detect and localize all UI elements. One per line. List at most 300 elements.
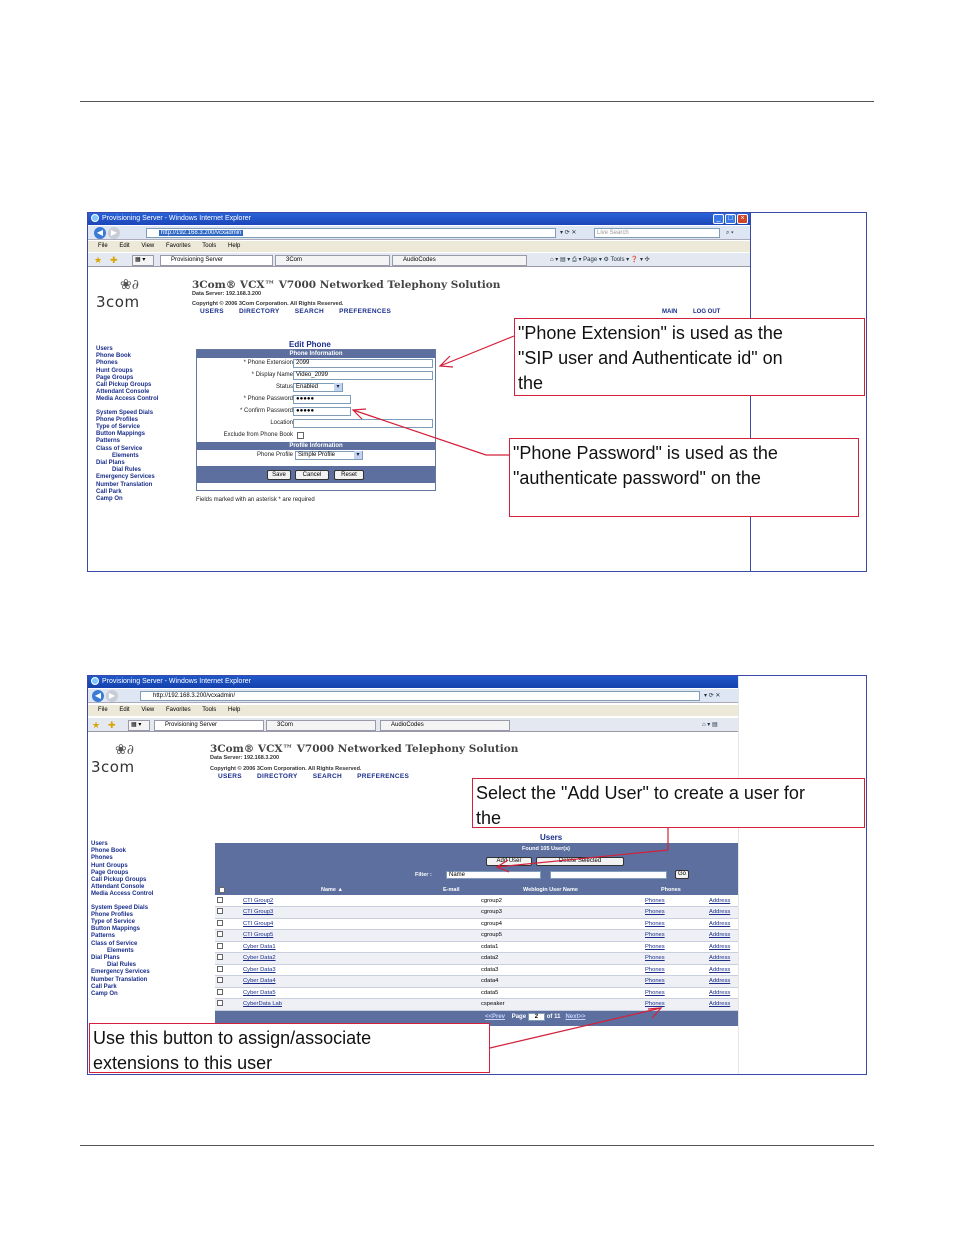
address-link[interactable]: Address [709, 955, 731, 962]
callout2-line1: "Phone Password" is used as the [513, 443, 778, 463]
ie-icon [91, 677, 99, 685]
phone-password-input[interactable]: ●●●●● [293, 395, 351, 404]
form-button-bar [197, 466, 435, 483]
weblogin-name: cdata2 [481, 955, 499, 962]
sidebar-item[interactable]: Elements [107, 947, 134, 954]
side-nav [91, 841, 153, 998]
table-cell [431, 964, 479, 976]
phones-link[interactable]: Phones [645, 1001, 665, 1008]
add-favorite-icon[interactable]: ✚ [110, 255, 118, 265]
tab-bar [88, 253, 750, 267]
sidebar-item[interactable]: Button Mappings [91, 926, 140, 933]
sidebar-item[interactable]: Phone Book [91, 848, 127, 855]
table-cell [643, 976, 707, 988]
nav-search[interactable]: SEARCH [294, 308, 324, 315]
table-cell [643, 895, 707, 907]
back-button[interactable]: ◀ [92, 690, 104, 702]
weblogin-name: cgroup4 [481, 920, 502, 927]
table-cell [241, 895, 431, 907]
sidebar-item[interactable]: Number Translation [96, 481, 153, 488]
col-phones[interactable]: Phones [661, 887, 681, 893]
table-row [215, 930, 738, 942]
table-cell [241, 953, 431, 965]
table-cell [643, 964, 707, 976]
row-checkbox[interactable] [217, 943, 223, 949]
menu-file[interactable]: File [98, 243, 108, 249]
table-cell [431, 930, 479, 942]
row-checkbox[interactable] [217, 977, 223, 983]
tab-audiocodes[interactable]: AudioCodes [392, 255, 527, 266]
table-cell [707, 930, 738, 942]
nav-logout[interactable]: LOG OUT [693, 309, 721, 315]
nav-search[interactable]: SEARCH [312, 773, 342, 780]
table-cell [479, 895, 643, 907]
address-bar [88, 689, 738, 703]
logo-wordmark: 3com [91, 758, 135, 776]
side-nav [96, 346, 158, 503]
address-link[interactable]: Address [709, 920, 731, 927]
forward-button[interactable]: ▶ [106, 690, 118, 702]
window-title: Provisioning Server - Windows Internet Explorer [102, 678, 252, 685]
weblogin-name: cdata5 [481, 989, 499, 996]
table-cell [643, 953, 707, 965]
nav-preferences[interactable]: PREFERENCES [339, 308, 392, 315]
row-checkbox[interactable] [217, 897, 223, 903]
address-bar [88, 226, 750, 240]
url-field[interactable]: http://192.168.3.200/vcxadmin/ [140, 691, 700, 701]
sidebar-item[interactable]: Dial Rules [112, 467, 142, 474]
sidebar-item[interactable]: Attendant Console [91, 884, 145, 891]
weblogin-name: cdata1 [481, 943, 499, 950]
page-of: of 11 [546, 1014, 561, 1020]
table-cell [241, 918, 431, 930]
sidebar-item[interactable]: Users [96, 346, 113, 352]
table-cell [215, 941, 241, 953]
label-confirm-password: * Confirm Password [239, 408, 293, 414]
back-button[interactable]: ◀ [94, 227, 106, 239]
profile-info-header: Profile Information [197, 442, 435, 450]
sidebar-item[interactable]: Emergency Services [91, 969, 150, 976]
app-title: 3Com® VCX™ V7000 Networked Telephony Solution [192, 279, 501, 291]
sidebar-item[interactable]: Users [91, 841, 108, 847]
minimize-button[interactable]: _ [713, 214, 724, 224]
table-cell [431, 953, 479, 965]
menu-tools[interactable]: Tools [202, 707, 217, 713]
go-button[interactable]: Go [675, 870, 689, 879]
user-name-link[interactable]: Cyber Data2 [243, 955, 276, 962]
sidebar-item[interactable]: Phone Profiles [91, 911, 134, 918]
user-name-link[interactable]: Cyber Data4 [243, 978, 276, 985]
menu-favorites[interactable]: Favorites [165, 243, 191, 249]
table-cell [431, 976, 479, 988]
search-icon[interactable]: ⌕ ▾ [726, 230, 734, 236]
address-link[interactable]: Address [709, 989, 731, 996]
callout3-line1: Select the "Add User" to create a user for [476, 783, 805, 803]
sidebar-item[interactable]: Patterns [91, 933, 116, 940]
ie-icon [91, 214, 99, 222]
row-checkbox[interactable] [217, 920, 223, 926]
menu-edit[interactable]: Edit [119, 707, 130, 713]
sidebar-item[interactable]: Call Park [91, 983, 117, 990]
table-cell [215, 976, 241, 988]
add-favorite-icon[interactable]: ✚ [108, 720, 116, 730]
select-all-checkbox[interactable] [219, 887, 225, 893]
table-cell [707, 987, 738, 999]
table-cell [643, 930, 707, 942]
sidebar-item[interactable]: Class of Service [96, 445, 143, 452]
table-cell [431, 941, 479, 953]
cancel-button[interactable]: Cancel [295, 470, 329, 480]
table-cell [241, 964, 431, 976]
tab-3com[interactable]: 3Com [275, 255, 390, 266]
table-row [215, 895, 738, 907]
nav-users[interactable]: USERS [200, 308, 224, 315]
sidebar-item[interactable]: Call Park [96, 488, 122, 495]
address-link[interactable]: Address [709, 897, 731, 904]
status-select[interactable]: Enabled ▾ [293, 383, 343, 392]
table-cell [241, 930, 431, 942]
prev-link[interactable]: <<Prev [485, 1014, 506, 1020]
phones-link[interactable]: Phones [645, 989, 665, 996]
refresh-stop-icons[interactable]: ▾ ⟳ ✕ [704, 693, 721, 699]
data-server: Data Server: 192.168.3.200 [192, 291, 262, 297]
sidebar-item[interactable]: System Speed Dials [96, 409, 154, 416]
table-cell [215, 930, 241, 942]
top-nav [218, 773, 422, 780]
filter-select[interactable]: Name [446, 871, 541, 879]
pager [485, 1014, 585, 1020]
row-checkbox[interactable] [217, 989, 223, 995]
screenshot-users [87, 675, 867, 1075]
sidebar-item[interactable]: Hunt Groups [96, 367, 133, 374]
callout-phones-button [89, 1023, 490, 1073]
menu-bar [88, 241, 750, 252]
menu-bar [88, 705, 738, 716]
tab-bar [88, 718, 738, 732]
3com-swirl-icon: ❀∂ [120, 277, 139, 293]
table-cell [479, 987, 643, 999]
phones-link[interactable]: Phones [645, 932, 665, 939]
3com-logo [91, 742, 135, 776]
address-link[interactable]: Address [709, 909, 731, 916]
phone-info-header: Phone Information [197, 350, 435, 358]
users-table-header [215, 886, 738, 895]
label-status: Status [275, 384, 293, 390]
menu-help[interactable]: Help [227, 707, 241, 713]
callout3-line2: the [476, 808, 502, 828]
window-titlebar [88, 676, 738, 688]
table-cell [479, 907, 643, 919]
menu-tools[interactable]: Tools [202, 243, 217, 249]
table-row [215, 987, 738, 999]
copyright: Copyright © 2006 3Com Corporation. All Rights Reserved. [210, 766, 362, 772]
top-nav [200, 308, 404, 315]
right-nav [648, 309, 720, 315]
favorites-star-icon[interactable]: ★ [92, 720, 101, 730]
sidebar-item[interactable]: Dial Plans [91, 955, 120, 962]
table-row [215, 953, 738, 965]
weblogin-name: cspeaker [481, 1001, 505, 1008]
phones-link[interactable]: Phones [645, 920, 665, 927]
table-cell [215, 907, 241, 919]
tab-3com[interactable]: 3Com [266, 720, 376, 731]
next-link[interactable]: Next>> [565, 1014, 586, 1020]
table-cell [215, 895, 241, 907]
address-link[interactable]: Address [709, 1001, 731, 1008]
confirm-password-input[interactable]: ●●●●● [293, 407, 351, 416]
table-cell [707, 964, 738, 976]
found-count: Found 105 User(s) [522, 846, 570, 852]
sidebar-item[interactable]: Class of Service [91, 940, 138, 947]
row-checkbox[interactable] [217, 1000, 223, 1006]
table-cell [215, 999, 241, 1011]
sidebar-item[interactable]: Camp On [91, 991, 118, 998]
table-cell [241, 999, 431, 1011]
table-cell [479, 976, 643, 988]
filter-label: Filter : [415, 872, 432, 878]
table-cell [215, 964, 241, 976]
table-cell [643, 941, 707, 953]
user-name-link[interactable]: Cyber Data1 [243, 943, 276, 950]
table-cell [707, 976, 738, 988]
phones-link[interactable]: Phones [645, 909, 665, 916]
phones-link[interactable]: Phones [645, 897, 665, 904]
col-name[interactable]: Name ▲ [321, 887, 343, 893]
tab-provisioning-server[interactable]: Provisioning Server [154, 720, 264, 731]
tab-provisioning-server[interactable]: Provisioning Server [160, 255, 273, 266]
sidebar-item[interactable]: Type of Service [91, 919, 135, 926]
sidebar-item[interactable]: System Speed Dials [91, 904, 149, 911]
table-cell [431, 987, 479, 999]
table-cell [431, 918, 479, 930]
edit-phone-form [196, 349, 436, 491]
3com-swirl-icon: ❀∂ [115, 742, 134, 758]
sidebar-item[interactable]: Dial Rules [107, 962, 137, 969]
col-weblogin[interactable]: Weblogin User Name [523, 887, 578, 893]
sidebar-item[interactable]: Attendant Console [96, 389, 150, 396]
users-table [215, 895, 738, 1011]
search-input[interactable]: Live Search [594, 228, 720, 238]
close-button[interactable]: × [737, 214, 748, 224]
logo-wordmark: 3com [96, 293, 140, 311]
user-name-link[interactable]: CTI Group4 [243, 920, 274, 927]
window-title: Provisioning Server - Windows Internet Explorer [102, 215, 252, 222]
required-note: Fields marked with an asterisk * are required [196, 497, 315, 503]
page-label: Page [511, 1014, 527, 1020]
label-phone-profile: Phone Profile [256, 452, 293, 458]
table-cell [431, 999, 479, 1011]
tab-quick-tabs[interactable]: ▦ ▾ [128, 720, 150, 731]
sidebar-item[interactable]: Hunt Groups [91, 862, 128, 869]
sidebar-item[interactable]: Phone Book [96, 353, 132, 360]
table-cell [241, 907, 431, 919]
sidebar-item[interactable]: Emergency Services [96, 474, 155, 481]
nav-directory[interactable]: DIRECTORY [239, 308, 280, 315]
sidebar-item[interactable]: Call Pickup Groups [91, 877, 147, 884]
address-link[interactable]: Address [709, 978, 731, 985]
users-panel [215, 843, 738, 887]
app-title: 3Com® VCX™ V7000 Networked Telephony Solution [210, 743, 519, 755]
users-title: Users [540, 833, 563, 842]
table-row [215, 941, 738, 953]
table-cell [479, 964, 643, 976]
row-checkbox[interactable] [217, 954, 223, 960]
callout1-line1: "Phone Extension" is used as the [518, 323, 783, 343]
page-tools-toolbar[interactable]: ⌂ ▾ ▤ ▾ ⎙ ▾ Page ▾ ⚙ Tools ▾ ❓ ▾ ✣ [550, 257, 650, 263]
sidebar-item[interactable]: Call Pickup Groups [96, 382, 152, 389]
callout1-line3: the [518, 373, 544, 393]
phones-link[interactable]: Phones [645, 966, 665, 973]
callout4-line2: extensions to this user [93, 1053, 273, 1073]
nav-preferences[interactable]: PREFERENCES [357, 773, 410, 780]
table-cell [479, 918, 643, 930]
sidebar-item[interactable]: Button Mappings [96, 431, 145, 438]
label-exclude-phonebook: Exclude from Phone Book [223, 432, 293, 438]
table-cell [215, 918, 241, 930]
sidebar-item[interactable]: Camp On [96, 496, 123, 503]
table-cell [643, 987, 707, 999]
nav-directory[interactable]: DIRECTORY [257, 773, 298, 780]
label-location: Location [270, 420, 293, 426]
callout-phone-password [509, 438, 859, 517]
user-name-link[interactable]: Cyber Data5 [243, 989, 276, 996]
copyright: Copyright © 2006 3Com Corporation. All Rights Reserved. [192, 301, 344, 307]
table-cell [643, 918, 707, 930]
table-cell [479, 953, 643, 965]
phone-profile-select[interactable]: Simple Profile ▾ [295, 451, 363, 460]
table-cell [215, 987, 241, 999]
table-row [215, 907, 738, 919]
table-cell [707, 999, 738, 1011]
label-phone-password: * Phone Password [243, 396, 293, 402]
menu-help[interactable]: Help [227, 243, 241, 249]
tab-quick-tabs[interactable]: ▦ ▾ [132, 255, 154, 266]
window-titlebar [88, 213, 750, 225]
display-name-input[interactable]: Video_2099 [293, 371, 433, 380]
add-user-button[interactable]: Add User [486, 857, 532, 866]
location-input[interactable] [293, 419, 433, 428]
table-cell [241, 941, 431, 953]
phones-link[interactable]: Phones [645, 955, 665, 962]
table-cell [241, 987, 431, 999]
menu-edit[interactable]: Edit [119, 243, 130, 249]
table-cell [431, 907, 479, 919]
table-cell [241, 976, 431, 988]
reset-button[interactable]: Reset [334, 470, 364, 480]
table-cell [431, 895, 479, 907]
address-link[interactable]: Address [709, 966, 731, 973]
save-button[interactable]: Save [267, 470, 291, 480]
form-title: Edit Phone [289, 340, 331, 349]
user-name-link[interactable]: CTI Group3 [243, 909, 274, 916]
sidebar-item[interactable]: Type of Service [96, 424, 140, 431]
sidebar-item[interactable]: Page Groups [96, 374, 134, 381]
callout4-line1: Use this button to assign/associate [93, 1028, 372, 1048]
table-cell [707, 907, 738, 919]
sidebar-item[interactable]: Page Groups [91, 869, 129, 876]
header-rule [80, 101, 874, 102]
callout-phone-extension [514, 318, 865, 396]
phone-extension-input[interactable]: 2099 [293, 359, 433, 368]
url-field[interactable]: http://192.168.3.200/vcxadmin [146, 228, 556, 238]
footer-rule [80, 1145, 874, 1146]
menu-view[interactable]: View [141, 707, 155, 713]
3com-logo [96, 277, 140, 311]
label-display-name: * Display Name [251, 372, 293, 378]
address-link[interactable]: Address [709, 943, 731, 950]
weblogin-name: cgroup2 [481, 897, 502, 904]
favorites-star-icon[interactable]: ★ [94, 255, 103, 265]
col-email[interactable]: E-mail [443, 887, 460, 893]
data-server: Data Server: 192.168.3.200 [210, 755, 280, 761]
sidebar-item[interactable]: Dial Plans [96, 460, 125, 467]
row-checkbox[interactable] [217, 966, 223, 972]
nav-main[interactable]: MAIN [662, 309, 678, 315]
table-row [215, 964, 738, 976]
table-cell [479, 941, 643, 953]
table-cell [479, 999, 643, 1011]
sidebar-item[interactable]: Patterns [96, 438, 121, 445]
user-name-link[interactable]: Cyber Data3 [243, 966, 276, 973]
filter-text-input[interactable] [550, 871, 667, 879]
exclude-phonebook-checkbox[interactable] [297, 432, 304, 439]
table-cell [707, 918, 738, 930]
user-name-link[interactable]: CyberData Lab [243, 1001, 282, 1008]
label-phone-extension: * Phone Extension [243, 360, 293, 366]
menu-favorites[interactable]: Favorites [165, 707, 191, 713]
page-right-edge [738, 676, 739, 1075]
callout2-line2: "authenticate password" on the [513, 468, 761, 488]
table-row [215, 918, 738, 930]
table-row [215, 976, 738, 988]
callout1-line2: "SIP user and Authenticate id" on [518, 348, 783, 368]
menu-view[interactable]: View [141, 243, 155, 249]
forward-button[interactable]: ▶ [108, 227, 120, 239]
user-name-link[interactable]: CTI Group2 [243, 897, 274, 904]
sidebar-item[interactable]: Elements [112, 452, 139, 459]
phones-link[interactable]: Phones [645, 943, 665, 950]
sidebar-item[interactable]: Media Access Control [96, 396, 159, 403]
table-cell [479, 930, 643, 942]
row-checkbox[interactable] [217, 908, 223, 914]
row-checkbox[interactable] [217, 931, 223, 937]
tab-audiocodes[interactable]: AudioCodes [380, 720, 510, 731]
sidebar-item[interactable]: Media Access Control [91, 891, 154, 898]
table-row [215, 999, 738, 1011]
weblogin-name: cgroup3 [481, 909, 502, 916]
page-tools-toolbar[interactable]: ⌂ ▾ ▤ [702, 722, 718, 728]
weblogin-name: cdata3 [481, 966, 499, 973]
maximize-button[interactable]: □ [725, 214, 736, 224]
page-select[interactable]: 2 [528, 1013, 545, 1021]
weblogin-name: cgroup5 [481, 932, 502, 939]
refresh-stop-icons[interactable]: ▾ ⟳ ✕ [560, 230, 577, 236]
sidebar-item[interactable]: Number Translation [91, 976, 148, 983]
weblogin-name: cdata4 [481, 978, 499, 985]
table-cell [643, 907, 707, 919]
table-cell [707, 895, 738, 907]
delete-selected-button[interactable]: Delete Selected [536, 857, 624, 866]
nav-users[interactable]: USERS [218, 773, 242, 780]
sidebar-item[interactable]: Phones [96, 360, 118, 367]
user-name-link[interactable]: CTI Group5 [243, 932, 274, 939]
address-link[interactable]: Address [709, 932, 731, 939]
callout-add-user [472, 778, 865, 828]
sidebar-item[interactable]: Phone Profiles [96, 416, 139, 423]
phones-link[interactable]: Phones [645, 978, 665, 985]
sidebar-item[interactable]: Phones [91, 855, 113, 862]
menu-file[interactable]: File [98, 707, 108, 713]
